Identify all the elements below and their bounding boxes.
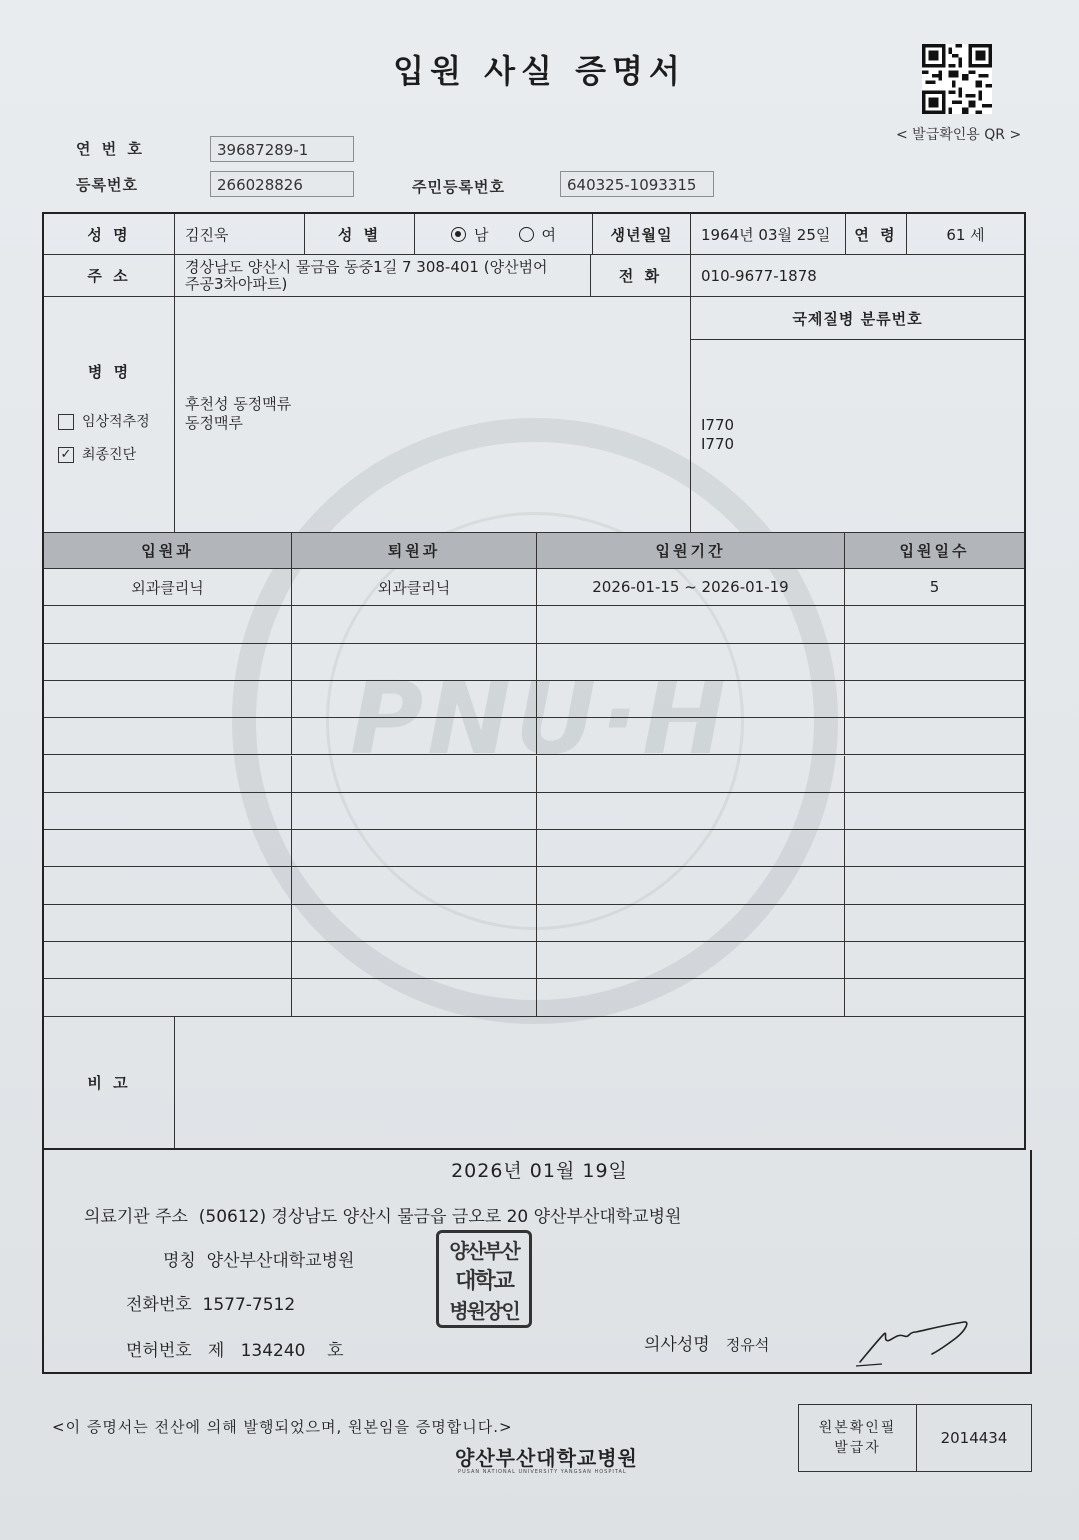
institution-name-value: 양산부산대학교병원 [206,1251,355,1271]
admission-cell [537,681,845,718]
institution-phone [126,1290,295,1315]
admission-cell: 외과클리닉 [44,569,292,606]
serial-value: 39687289-1 [210,136,354,162]
diagnosis-text [175,297,691,533]
icd-codes [691,340,1024,533]
remarks-label: 비 고 [44,1017,175,1148]
license-label: 면허번호 [126,1341,192,1361]
icd-code-1: I770 [701,416,735,434]
final-label: 최종진단 [82,447,137,463]
admission-cell [845,681,1024,718]
admission-cell [537,718,845,755]
serial-label: 연 번 호 [76,140,145,158]
issuer-id: 2014434 [940,1429,1008,1447]
sex-male-label: 남 [474,225,489,244]
issuer-label-1: 원본확인필 [818,1420,897,1436]
sex-selector [415,214,593,255]
issuer-box [798,1404,1032,1472]
admission-cell [537,942,845,979]
admission-cell [537,867,845,904]
issuer-label-cell [799,1405,917,1471]
admission-cell [537,830,845,867]
sex-female-radio[interactable] [519,227,534,242]
admission-cell [845,644,1024,681]
admission-cell [44,830,292,867]
address-line-2: 주공3차아파트) [185,275,288,293]
admission-table [44,533,1024,1017]
rrn-value: 640325-1093315 [560,171,714,197]
admission-cell [292,756,537,793]
hospital-seal [436,1230,532,1328]
diagnosis-label-cell [44,297,175,533]
admission-cell [44,905,292,942]
remarks-value [175,1017,1024,1148]
admission-cell [44,942,292,979]
option-final[interactable] [58,444,136,464]
icd-label: 국제질병 분류번호 [691,297,1024,340]
admission-cell [44,644,292,681]
admission-cell [845,867,1024,904]
reg-label: 등록번호 [76,176,138,194]
reg-value: 266028826 [210,171,354,197]
admission-cell [845,793,1024,830]
admission-cell [44,606,292,643]
institution-phone-value: 1577-7512 [202,1295,296,1315]
clinical-checkbox[interactable] [58,414,74,430]
admission-header: 입원기간 [537,533,845,569]
hospital-logo-subtitle: PUSAN NATIONAL UNIVERSITY YANGSAN HOSPITAL [458,1469,627,1475]
admission-cell: 2026-01-15 ~ 2026-01-19 [537,569,845,606]
address-label: 주 소 [44,255,175,297]
diagnosis-line-2: 동정맥루 [185,414,243,432]
admission-cell: 5 [845,569,1024,606]
admission-cell [44,718,292,755]
license-suffix: 호 [327,1341,344,1361]
admission-cell [292,793,537,830]
admission-cell [845,942,1024,979]
doctor-label: 의사성명 [644,1335,710,1355]
admission-cell [537,606,845,643]
name-label: 성 명 [44,214,175,255]
institution-name-label: 명칭 [163,1251,196,1271]
admission-cell: 외과클리닉 [292,569,537,606]
license-number [126,1336,344,1361]
admission-cell [44,681,292,718]
qr-code-icon[interactable] [922,44,992,114]
watermark-logo: PNU·H [350,660,730,777]
hospital-logo: 양산부산대학교병원 [455,1446,638,1470]
admission-cell [292,644,537,681]
address-line-1: 경상남도 양산시 물금읍 동중1길 7 308-401 (양산범어 [185,258,548,276]
doctor-signature [852,1310,972,1370]
admission-cell [44,979,292,1016]
address-value [175,255,591,297]
admission-cell [537,979,845,1016]
admission-cell [44,756,292,793]
admission-cell [292,830,537,867]
admission-cell [292,606,537,643]
admission-cell [292,979,537,1016]
admission-cell [845,830,1024,867]
patient-name: 김진욱 [175,214,305,255]
institution-phone-label: 전화번호 [126,1295,192,1315]
admission-cell [845,606,1024,643]
admission-cell [292,867,537,904]
sex-label: 성 별 [305,214,415,255]
issue-date: 2026년 01월 19일 [451,1160,628,1182]
admission-cell [44,793,292,830]
institution-address-value: (50612) 경상남도 양산시 물금읍 금오로 20 양산부산대학교병원 [198,1207,682,1227]
page-title: 입원 사실 증명서 [393,52,686,90]
diagnosis-label: 병 명 [87,363,132,381]
admission-cell [537,756,845,793]
institution-address [84,1202,681,1227]
diagnosis-line-1: 후천성 동정맥류 [185,395,292,413]
admission-cell [537,905,845,942]
institution-address-label: 의료기관 주소 [84,1207,188,1227]
seal-line-2: 대학교 [455,1269,513,1294]
license-value: 134240 [240,1341,306,1361]
dob-label: 생년월일 [593,214,691,255]
admission-header: 입원일수 [845,533,1024,569]
phone-label: 전 화 [591,255,691,297]
issuer-label-2: 발급자 [834,1440,881,1456]
clinical-label: 임상적추정 [82,414,150,430]
license-prefix: 제 [207,1341,225,1361]
admission-cell [845,756,1024,793]
admission-cell [292,905,537,942]
age-value: 61 세 [907,214,1024,255]
option-clinical[interactable] [58,411,150,431]
admission-cell [537,793,845,830]
doctor-value: 정유석 [725,1336,770,1354]
admission-cell [292,942,537,979]
final-checkbox[interactable]: ✓ [58,447,74,463]
sex-male-radio[interactable] [451,227,466,242]
rrn-label: 주민등록번호 [412,178,505,196]
admission-cell [845,905,1024,942]
admission-cell [44,867,292,904]
admission-cell [292,718,537,755]
admission-cell [845,979,1024,1016]
qr-caption: < 발급확인용 QR > [896,127,1022,143]
phone-value: 010-9677-1878 [691,255,1024,297]
admission-cell [292,681,537,718]
admission-cell [845,718,1024,755]
dob-value: 1964년 03월 25일 [691,214,846,255]
seal-line-1: 양산부산 [449,1239,519,1263]
institution-name [163,1246,354,1271]
age-label: 연 령 [846,214,907,255]
icd-code-2: I770 [701,435,735,453]
admission-header: 퇴원과 [292,533,537,569]
authenticity-note: <이 증명서는 전산에 의해 발행되었으며, 원본임을 증명합니다.> [52,1418,513,1436]
doctor-name [644,1330,769,1355]
certificate-table [42,212,1026,1150]
sex-female-label: 여 [541,225,556,244]
admission-cell [537,644,845,681]
seal-line-3: 병원장인 [449,1299,519,1323]
admission-header: 입원과 [44,533,292,569]
